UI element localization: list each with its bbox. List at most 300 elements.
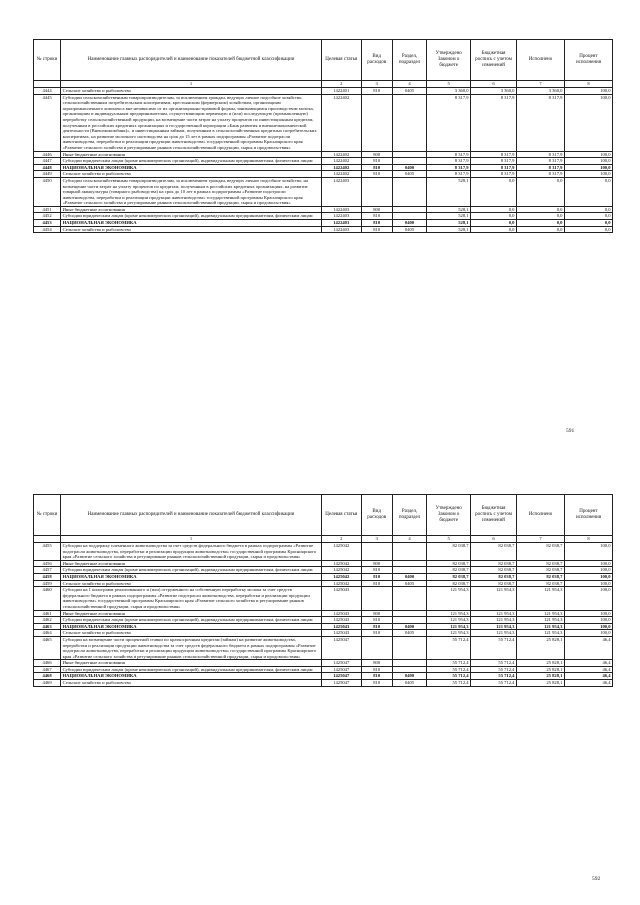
row-number: 4450 bbox=[34, 177, 61, 206]
expense-type: 810 bbox=[361, 573, 392, 580]
execution-percent: 100,0 bbox=[564, 543, 612, 561]
target-article: 1425043 bbox=[321, 630, 361, 637]
row-number: 4454 bbox=[34, 226, 61, 233]
approved-amount: 121 954,3 bbox=[427, 623, 471, 630]
col-header-percent: Процент исполнения bbox=[564, 40, 612, 81]
schedule-amount: 82 038,7 bbox=[471, 573, 517, 580]
expense-type: 800 bbox=[361, 610, 392, 617]
col-number: 6 bbox=[471, 536, 517, 543]
approved-amount: 55 712,4 bbox=[427, 636, 471, 659]
budget-table-page-2 bbox=[33, 494, 613, 687]
expense-type bbox=[361, 587, 392, 610]
execution-percent: 100,0 bbox=[564, 567, 612, 574]
table-row bbox=[34, 164, 613, 171]
column-number-row bbox=[34, 81, 613, 88]
schedule-amount: 121 954,3 bbox=[471, 630, 517, 637]
table-row bbox=[34, 567, 613, 574]
execution-percent: 100,0 bbox=[564, 151, 612, 158]
executed-amount: 25 828,1 bbox=[516, 680, 564, 687]
executed-amount: 8 317,9 bbox=[516, 151, 564, 158]
section-code: 0400 bbox=[392, 573, 426, 580]
executed-amount: 121 954,3 bbox=[516, 610, 564, 617]
column-number-row bbox=[34, 536, 613, 543]
expense-type bbox=[361, 636, 392, 659]
table-row bbox=[34, 660, 613, 667]
approved-amount: 8 317,9 bbox=[427, 94, 471, 151]
execution-percent: 0,0 bbox=[564, 177, 612, 206]
col-number: 2 bbox=[321, 536, 361, 543]
table-header-row bbox=[34, 495, 613, 536]
executed-amount: 8 317,9 bbox=[516, 171, 564, 178]
schedule-amount: 8 317,9 bbox=[471, 171, 517, 178]
target-article: 1422403 bbox=[321, 226, 361, 233]
col-header-row-number: № строки bbox=[34, 495, 61, 536]
section-code: 0405 bbox=[392, 226, 426, 233]
row-name: Субсидии на возмещение части процентной ставки по краткосрочным кредитам (займам) на развитие животноводства, переработки и реализации продукции животноводства за счет средств федерального бюджета в рамках подпрограммы «Развитие подотрасли животноводства, переработки и реализации продукции животноводства» государственной программы Красноярского края «Развитие сельского хозяйства и регулирование рынков сельскохозяйственной продукции, сырья и продовольствия» bbox=[61, 636, 322, 659]
row-number: 4468 bbox=[34, 673, 61, 680]
row-number: 4447 bbox=[34, 158, 61, 165]
execution-percent: 0,0 bbox=[564, 213, 612, 220]
schedule-amount: 8 317,9 bbox=[471, 158, 517, 165]
section-code: 0405 bbox=[392, 88, 426, 95]
row-name: Субсидии сельскохозяйственным товаропроизводителям, за исключением граждан, ведущих личное подсобное хозяйство, сельскохозяйственным потребительским кооперативам, крестьянским (фермерским) хозяйствам, организациям агропромышленного комплекса вне независимо от их организационно-правовой формы, занимающимся производством молока, организациям и индивидуальным предпринимателям, осуществляющим первичную и (или) последующую (промышленную) переработку сельскохозяйственной продукции, на возмещение части затрат на уплату процентов по инвестиционным кредитам, полученным в российских кредитных организациях и государственной корпорации «Банк развития и внешнеэкономической деятельности (Внешэкономбанк)», и инвестиционным займам, полученным в сельскохозяйственных кредитных потребительских кооперативах, на развитие молочного скотоводства на срок до 15 лет в рамках подпрограммы «Развитие подотрасли животноводства, переработки и реализации продукции животноводства» государственной программы Красноярского края «Развитие сельского хозяйства и регулирование рынков сельскохозяйственной продукции, сырья и продовольствия» bbox=[61, 94, 322, 151]
approved-amount: 121 954,3 bbox=[427, 617, 471, 624]
target-article: 1422402 bbox=[321, 171, 361, 178]
execution-percent: 100,0 bbox=[564, 617, 612, 624]
col-number: 5 bbox=[427, 81, 471, 88]
execution-percent: 46,4 bbox=[564, 673, 612, 680]
target-article: 1425047 bbox=[321, 673, 361, 680]
row-name: Иные бюджетные ассигнования bbox=[61, 560, 322, 567]
table-row bbox=[34, 220, 613, 227]
row-number: 4464 bbox=[34, 630, 61, 637]
approved-amount: 121 954,3 bbox=[427, 587, 471, 610]
target-article: 1425043 bbox=[321, 587, 361, 610]
section-code: 0400 bbox=[392, 164, 426, 171]
expense-type: 800 bbox=[361, 206, 392, 213]
schedule-amount: 55 712,4 bbox=[471, 636, 517, 659]
row-number: 4451 bbox=[34, 206, 61, 213]
executed-amount: 25 828,1 bbox=[516, 660, 564, 667]
row-name: Сельское хозяйство и рыболовство bbox=[61, 680, 322, 687]
col-number bbox=[34, 536, 61, 543]
execution-percent: 100,0 bbox=[564, 573, 612, 580]
execution-percent: 100,0 bbox=[564, 158, 612, 165]
section-code bbox=[392, 151, 426, 158]
executed-amount: 121 954,3 bbox=[516, 630, 564, 637]
budget-table-page-1 bbox=[33, 39, 613, 233]
table-row bbox=[34, 587, 613, 610]
schedule-amount: 82 038,7 bbox=[471, 560, 517, 567]
expense-type: 800 bbox=[361, 660, 392, 667]
schedule-amount: 121 954,3 bbox=[471, 587, 517, 610]
col-number: 1 bbox=[61, 536, 322, 543]
row-number: 4449 bbox=[34, 171, 61, 178]
expense-type: 800 bbox=[361, 560, 392, 567]
execution-percent: 100,0 bbox=[564, 623, 612, 630]
executed-amount: 0,0 bbox=[516, 177, 564, 206]
expense-type bbox=[361, 177, 392, 206]
executed-amount: 3 360,0 bbox=[516, 88, 564, 95]
table-row bbox=[34, 177, 613, 206]
expense-type: 810 bbox=[361, 630, 392, 637]
section-code: 0400 bbox=[392, 220, 426, 227]
target-article: 1422402 bbox=[321, 151, 361, 158]
page-number: 592 bbox=[592, 876, 601, 882]
table-row bbox=[34, 680, 613, 687]
table-body bbox=[34, 88, 613, 233]
col-header-name: Наименование главных распорядителей и наименование показателей бюджетной классификации bbox=[61, 495, 322, 536]
col-number: 8 bbox=[564, 536, 612, 543]
target-article: 1422403 bbox=[321, 206, 361, 213]
approved-amount: 82 038,7 bbox=[427, 560, 471, 567]
row-number: 4457 bbox=[34, 567, 61, 574]
table-row bbox=[34, 673, 613, 680]
approved-amount: 8 317,9 bbox=[427, 158, 471, 165]
execution-percent: 46,4 bbox=[564, 666, 612, 673]
row-name: Сельское хозяйство и рыболовство bbox=[61, 630, 322, 637]
section-code: 0400 bbox=[392, 673, 426, 680]
table-row bbox=[34, 543, 613, 561]
col-header-schedule: Бюджетная роспись с учетом изменений bbox=[471, 40, 517, 81]
section-code bbox=[392, 94, 426, 151]
executed-amount: 82 038,7 bbox=[516, 560, 564, 567]
table-row bbox=[34, 580, 613, 587]
section-code: 0405 bbox=[392, 630, 426, 637]
col-number: 6 bbox=[471, 81, 517, 88]
row-name: Субсидии юридическим лицам (кроме некоммерческих организаций), индивидуальным предпринимателям, физическим лицам bbox=[61, 213, 322, 220]
row-name: Субсидии на поддержку племенного животноводства за счет средств федерального бюджета в рамках подпрограммы «Развитие подотрасли животноводства, переработки и реализации продукции животноводства» государственной программы Красноярского края «Развитие сельского хозяйства и регулирование рынков сельскохозяйственной продукции, сырья и продовольствия» bbox=[61, 543, 322, 561]
row-name: Субсидии сельскохозяйственным товаропроизводителям, за исключением граждан, ведущих личное подсобное хозяйство, на возмещение части затрат на уплату процентов по кредитам, полученным в российских кредитных организациях, на развитие товарной аквакультуры (товарного рыбоводства) на срок до 10 лет в рамках подпрограммы «Развитие подотрасли животноводства, переработки и реализации продукции животноводства» государственной программы Красноярского края «Развитие сельского хозяйства и регулирование рынков сельскохозяйственной продукции, сырья и продовольствия» bbox=[61, 177, 322, 206]
approved-amount: 82 038,7 bbox=[427, 573, 471, 580]
schedule-amount: 55 712,4 bbox=[471, 666, 517, 673]
expense-type: 810 bbox=[361, 164, 392, 171]
col-header-target-article: Целевая статья bbox=[321, 40, 361, 81]
row-name: Сельское хозяйство и рыболовство bbox=[61, 226, 322, 233]
row-number: 4455 bbox=[34, 543, 61, 561]
table-row bbox=[34, 213, 613, 220]
expense-type: 800 bbox=[361, 151, 392, 158]
target-article: 1425047 bbox=[321, 666, 361, 673]
section-code bbox=[392, 206, 426, 213]
section-code: 0405 bbox=[392, 171, 426, 178]
target-article: 1425047 bbox=[321, 660, 361, 667]
row-number: 4466 bbox=[34, 660, 61, 667]
target-article: 1425042 bbox=[321, 543, 361, 561]
table-row bbox=[34, 610, 613, 617]
page-number: 591 bbox=[566, 428, 575, 434]
row-number: 4469 bbox=[34, 680, 61, 687]
schedule-amount: 0,0 bbox=[471, 177, 517, 206]
expense-type: 810 bbox=[361, 220, 392, 227]
row-number: 4462 bbox=[34, 617, 61, 624]
row-number: 4453 bbox=[34, 220, 61, 227]
approved-amount: 528,1 bbox=[427, 177, 471, 206]
executed-amount: 82 038,7 bbox=[516, 580, 564, 587]
schedule-amount: 82 038,7 bbox=[471, 543, 517, 561]
execution-percent: 100,0 bbox=[564, 630, 612, 637]
row-number: 4456 bbox=[34, 560, 61, 567]
schedule-amount: 8 317,9 bbox=[471, 151, 517, 158]
table-row bbox=[34, 151, 613, 158]
row-number: 4458 bbox=[34, 573, 61, 580]
approved-amount: 8 317,9 bbox=[427, 151, 471, 158]
expense-type: 810 bbox=[361, 567, 392, 574]
approved-amount: 528,1 bbox=[427, 220, 471, 227]
col-number: 3 bbox=[361, 81, 392, 88]
expense-type: 810 bbox=[361, 673, 392, 680]
target-article: 1422402 bbox=[321, 94, 361, 151]
schedule-amount: 55 712,4 bbox=[471, 660, 517, 667]
section-code: 0400 bbox=[392, 623, 426, 630]
expense-type: 810 bbox=[361, 88, 392, 95]
execution-percent: 46,4 bbox=[564, 636, 612, 659]
approved-amount: 8 317,9 bbox=[427, 164, 471, 171]
row-name: НАЦИОНАЛЬНАЯ ЭКОНОМИКА bbox=[61, 164, 322, 171]
row-name: Сельское хозяйство и рыболовство bbox=[61, 171, 322, 178]
executed-amount: 121 954,3 bbox=[516, 617, 564, 624]
col-number: 3 bbox=[361, 536, 392, 543]
row-number: 4467 bbox=[34, 666, 61, 673]
row-name: НАЦИОНАЛЬНАЯ ЭКОНОМИКА bbox=[61, 673, 322, 680]
execution-percent: 0,0 bbox=[564, 220, 612, 227]
expense-type: 810 bbox=[361, 171, 392, 178]
schedule-amount: 121 954,3 bbox=[471, 623, 517, 630]
row-number: 4465 bbox=[34, 636, 61, 659]
executed-amount: 25 828,1 bbox=[516, 666, 564, 673]
section-code bbox=[392, 610, 426, 617]
expense-type bbox=[361, 94, 392, 151]
approved-amount: 55 712,4 bbox=[427, 660, 471, 667]
approved-amount: 528,1 bbox=[427, 213, 471, 220]
schedule-amount: 3 360,0 bbox=[471, 88, 517, 95]
col-number: 2 bbox=[321, 81, 361, 88]
approved-amount: 55 712,4 bbox=[427, 680, 471, 687]
expense-type: 810 bbox=[361, 623, 392, 630]
col-header-executed: Исполнено bbox=[516, 40, 564, 81]
row-name: Субсидии юридическим лицам (кроме некоммерческих организаций), индивидуальным предпринимателям, физическим лицам bbox=[61, 567, 322, 574]
table-row bbox=[34, 630, 613, 637]
schedule-amount: 121 954,3 bbox=[471, 617, 517, 624]
section-code bbox=[392, 543, 426, 561]
executed-amount: 0,0 bbox=[516, 220, 564, 227]
col-header-schedule: Бюджетная роспись с учетом изменений bbox=[471, 495, 517, 536]
row-name: НАЦИОНАЛЬНАЯ ЭКОНОМИКА bbox=[61, 573, 322, 580]
schedule-amount: 121 954,3 bbox=[471, 610, 517, 617]
col-number: 5 bbox=[427, 536, 471, 543]
row-number: 4448 bbox=[34, 164, 61, 171]
row-name: Субсидии на 1 килограмм реализованного и (или) отгруженного на собственную переработку молока за счет средств федерального бюджета в рамках подпрограммы «Развитие подотрасли животноводства, переработки и реализации продукции животноводства» государственной программы Красноярского края «Развитие сельского хозяйства и регулирование рынков сельскохозяйственной продукции, сырья и продовольствия» bbox=[61, 587, 322, 610]
target-article: 1425047 bbox=[321, 680, 361, 687]
table-row bbox=[34, 573, 613, 580]
approved-amount: 82 038,7 bbox=[427, 543, 471, 561]
row-name: Сельское хозяйство и рыболовство bbox=[61, 580, 322, 587]
approved-amount: 121 954,3 bbox=[427, 630, 471, 637]
row-name: НАЦИОНАЛЬНАЯ ЭКОНОМИКА bbox=[61, 220, 322, 227]
schedule-amount: 82 038,7 bbox=[471, 567, 517, 574]
schedule-amount: 55 712,4 bbox=[471, 680, 517, 687]
approved-amount: 8 317,9 bbox=[427, 171, 471, 178]
target-article: 1425043 bbox=[321, 617, 361, 624]
schedule-amount: 0,0 bbox=[471, 206, 517, 213]
target-article: 1422403 bbox=[321, 213, 361, 220]
executed-amount: 8 317,9 bbox=[516, 158, 564, 165]
col-header-approved: Утверждено Законом о бюджете bbox=[427, 495, 471, 536]
col-number: 7 bbox=[516, 81, 564, 88]
approved-amount: 55 712,4 bbox=[427, 666, 471, 673]
section-code bbox=[392, 158, 426, 165]
executed-amount: 25 828,1 bbox=[516, 673, 564, 680]
row-number: 4460 bbox=[34, 587, 61, 610]
col-header-row-number: № строки bbox=[34, 40, 61, 81]
expense-type bbox=[361, 543, 392, 561]
section-code bbox=[392, 587, 426, 610]
schedule-amount: 82 038,7 bbox=[471, 580, 517, 587]
expense-type: 810 bbox=[361, 680, 392, 687]
target-article: 1425042 bbox=[321, 560, 361, 567]
col-header-expense-type: Вид расходов bbox=[361, 495, 392, 536]
execution-percent: 100,0 bbox=[564, 587, 612, 610]
section-code bbox=[392, 617, 426, 624]
target-article: 1425042 bbox=[321, 573, 361, 580]
col-header-name: Наименование главных распорядителей и наименование показателей бюджетной классификации bbox=[61, 40, 322, 81]
executed-amount: 121 954,3 bbox=[516, 587, 564, 610]
execution-percent: 46,4 bbox=[564, 660, 612, 667]
table-row bbox=[34, 623, 613, 630]
col-header-percent: Процент исполнения bbox=[564, 495, 612, 536]
executed-amount: 25 828,1 bbox=[516, 636, 564, 659]
target-article: 1425043 bbox=[321, 610, 361, 617]
approved-amount: 82 038,7 bbox=[427, 567, 471, 574]
col-header-expense-type: Вид расходов bbox=[361, 40, 392, 81]
section-code: 0405 bbox=[392, 580, 426, 587]
executed-amount: 0,0 bbox=[516, 206, 564, 213]
executed-amount: 0,0 bbox=[516, 213, 564, 220]
target-article: 1425042 bbox=[321, 567, 361, 574]
col-header-approved: Утверждено Законом о бюджете bbox=[427, 40, 471, 81]
schedule-amount: 0,0 bbox=[471, 220, 517, 227]
col-header-executed: Исполнено bbox=[516, 495, 564, 536]
execution-percent: 100,0 bbox=[564, 88, 612, 95]
execution-percent: 100,0 bbox=[564, 580, 612, 587]
expense-type: 810 bbox=[361, 213, 392, 220]
target-article: 1425043 bbox=[321, 623, 361, 630]
section-code bbox=[392, 560, 426, 567]
expense-type: 810 bbox=[361, 580, 392, 587]
col-header-section: Раздел, подраздел bbox=[392, 495, 426, 536]
execution-percent: 100,0 bbox=[564, 164, 612, 171]
approved-amount: 528,1 bbox=[427, 226, 471, 233]
executed-amount: 8 317,9 bbox=[516, 94, 564, 151]
row-name: Сельское хозяйство и рыболовство bbox=[61, 88, 322, 95]
executed-amount: 121 954,3 bbox=[516, 623, 564, 630]
row-number: 4461 bbox=[34, 610, 61, 617]
section-code bbox=[392, 636, 426, 659]
col-number: 1 bbox=[61, 81, 322, 88]
target-article: 1425042 bbox=[321, 580, 361, 587]
execution-percent: 100,0 bbox=[564, 171, 612, 178]
executed-amount: 82 038,7 bbox=[516, 543, 564, 561]
executed-amount: 8 317,9 bbox=[516, 164, 564, 171]
row-name: Иные бюджетные ассигнования bbox=[61, 151, 322, 158]
row-name: Иные бюджетные ассигнования bbox=[61, 610, 322, 617]
schedule-amount: 0,0 bbox=[471, 226, 517, 233]
row-name: Субсидии юридическим лицам (кроме некоммерческих организаций), индивидуальным предпринимателям, физическим лицам bbox=[61, 158, 322, 165]
section-code bbox=[392, 660, 426, 667]
row-name: Субсидии юридическим лицам (кроме некоммерческих организаций), индивидуальным предпринимателям, физическим лицам bbox=[61, 666, 322, 673]
row-name: НАЦИОНАЛЬНАЯ ЭКОНОМИКА bbox=[61, 623, 322, 630]
execution-percent: 100,0 bbox=[564, 610, 612, 617]
schedule-amount: 8 317,9 bbox=[471, 94, 517, 151]
row-number: 4444 bbox=[34, 88, 61, 95]
table-row bbox=[34, 560, 613, 567]
table-row bbox=[34, 226, 613, 233]
table-row bbox=[34, 617, 613, 624]
execution-percent: 0,0 bbox=[564, 226, 612, 233]
approved-amount: 82 038,7 bbox=[427, 580, 471, 587]
row-name: Иные бюджетные ассигнования bbox=[61, 206, 322, 213]
approved-amount: 121 954,3 bbox=[427, 610, 471, 617]
expense-type: 810 bbox=[361, 617, 392, 624]
execution-percent: 100,0 bbox=[564, 94, 612, 151]
row-name: Иные бюджетные ассигнования bbox=[61, 660, 322, 667]
target-article: 1422403 bbox=[321, 177, 361, 206]
expense-type: 810 bbox=[361, 158, 392, 165]
row-number: 4446 bbox=[34, 151, 61, 158]
row-number: 4452 bbox=[34, 213, 61, 220]
execution-percent: 0,0 bbox=[564, 206, 612, 213]
row-name: Субсидии юридическим лицам (кроме некоммерческих организаций), индивидуальным предпринимателям, физическим лицам bbox=[61, 617, 322, 624]
row-number: 4463 bbox=[34, 623, 61, 630]
table-row bbox=[34, 171, 613, 178]
executed-amount: 0,0 bbox=[516, 226, 564, 233]
executed-amount: 82 038,7 bbox=[516, 573, 564, 580]
col-number: 7 bbox=[516, 536, 564, 543]
executed-amount: 82 038,7 bbox=[516, 567, 564, 574]
expense-type: 810 bbox=[361, 666, 392, 673]
table-row bbox=[34, 636, 613, 659]
table-row bbox=[34, 88, 613, 95]
table-body bbox=[34, 543, 613, 687]
col-header-section: Раздел, подраздел bbox=[392, 40, 426, 81]
col-number: 4 bbox=[392, 536, 426, 543]
target-article: 1422403 bbox=[321, 220, 361, 227]
schedule-amount: 8 317,9 bbox=[471, 164, 517, 171]
col-header-target-article: Целевая статья bbox=[321, 495, 361, 536]
execution-percent: 46,4 bbox=[564, 680, 612, 687]
table-row bbox=[34, 206, 613, 213]
schedule-amount: 55 712,4 bbox=[471, 673, 517, 680]
section-code bbox=[392, 567, 426, 574]
row-number: 4459 bbox=[34, 580, 61, 587]
section-code: 0405 bbox=[392, 680, 426, 687]
expense-type: 810 bbox=[361, 226, 392, 233]
approved-amount: 55 712,4 bbox=[427, 673, 471, 680]
col-number bbox=[34, 81, 61, 88]
section-code bbox=[392, 666, 426, 673]
table-header-row bbox=[34, 40, 613, 81]
target-article: 1422402 bbox=[321, 164, 361, 171]
table-row bbox=[34, 158, 613, 165]
section-code bbox=[392, 213, 426, 220]
approved-amount: 3 360,0 bbox=[427, 88, 471, 95]
col-number: 4 bbox=[392, 81, 426, 88]
col-number: 8 bbox=[564, 81, 612, 88]
row-number: 4445 bbox=[34, 94, 61, 151]
approved-amount: 528,1 bbox=[427, 206, 471, 213]
target-article: 1422401 bbox=[321, 88, 361, 95]
target-article: 1422402 bbox=[321, 158, 361, 165]
